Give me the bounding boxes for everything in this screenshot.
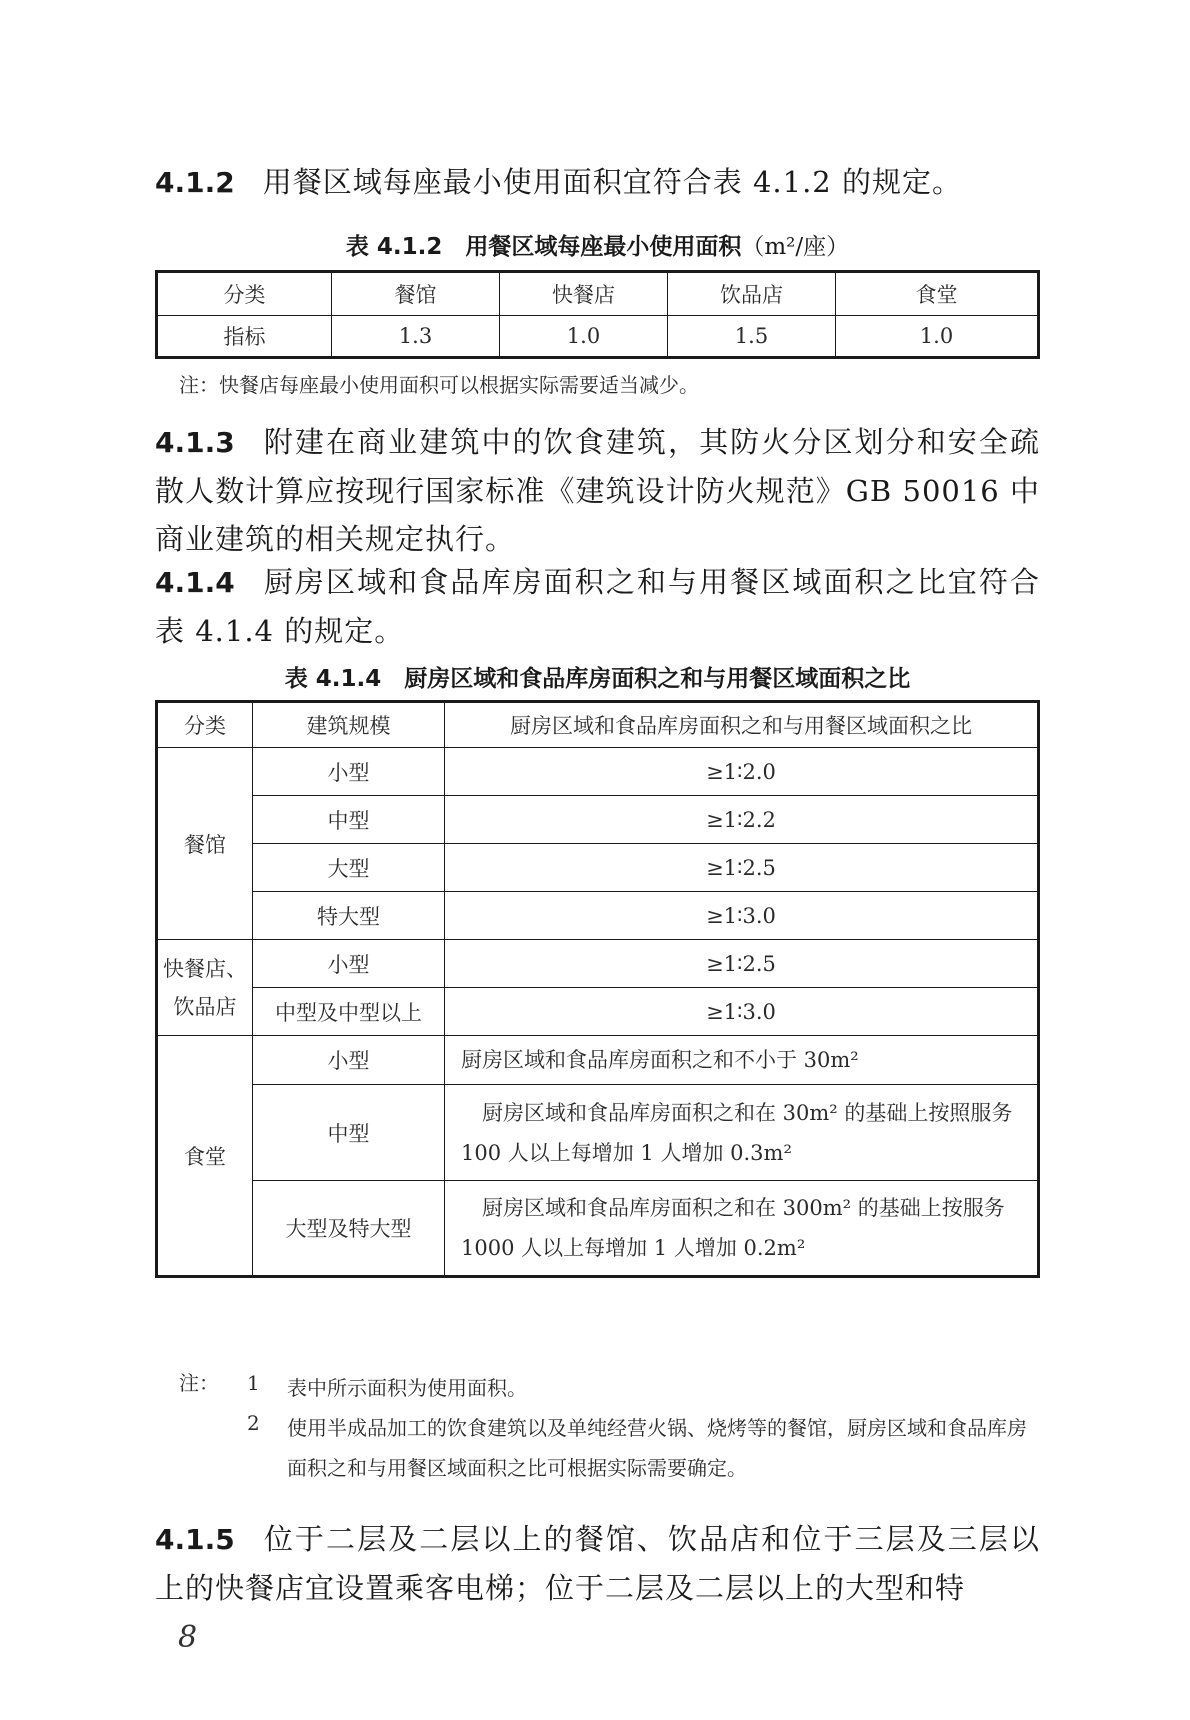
table-row (157, 316, 1039, 358)
value-cell: 1.0 (836, 316, 1039, 358)
note-index: 1 (247, 1371, 260, 1395)
scale-cell: 中型 (253, 796, 445, 844)
value-cell: 1.5 (668, 316, 836, 358)
header-cell: 食堂 (836, 272, 1039, 316)
header-cell: 建筑规模 (253, 702, 445, 748)
header-cell: 快餐店 (500, 272, 668, 316)
group-label-cell: 餐馆 (157, 748, 253, 940)
clause-4-1-2 (155, 158, 1040, 207)
table-row (157, 940, 1039, 988)
clause-4-1-3 (155, 418, 1040, 563)
ratio-cell: ≥1∶2.2 (445, 796, 1039, 844)
table-4-1-2 (155, 270, 1040, 359)
ratio-cell: ≥1∶3.0 (445, 988, 1039, 1036)
scale-cell: 中型及中型以上 (253, 988, 445, 1036)
header-cell: 餐馆 (332, 272, 500, 316)
header-cell: 厨房区域和食品库房面积之和与用餐区域面积之比 (445, 702, 1039, 748)
clause-text: 附建在商业建筑中的饮食建筑，其防火分区划分和安全疏散人数计算应按现行国家标准《建筑设计防火规范》GB 50016 中商业建筑的相关规定执行。 (155, 425, 1040, 556)
ratio-cell: 厨房区域和食品库房面积之和在 30m² 的基础上按照服务 100 人以上每增加 1 人增加 0.3m² (445, 1085, 1039, 1181)
ratio-cell: ≥1∶2.0 (445, 748, 1039, 796)
caption-text: 表 4.1.2 用餐区域每座最小使用面积 (345, 234, 742, 260)
clause-text: 位于二层及二层以上的餐馆、饮品店和位于三层及三层以上的快餐店宜设置乘客电梯；位于二层及二层以上的大型和特 (155, 1522, 1040, 1605)
clause-4-1-5 (155, 1515, 1040, 1612)
ratio-cell: ≥1∶3.0 (445, 892, 1039, 940)
ratio-cell: ≥1∶2.5 (445, 940, 1039, 988)
clause-number: 4.1.2 (155, 166, 235, 199)
page-number: 8 (178, 1620, 198, 1655)
note-index: 2 (247, 1411, 260, 1435)
clause-text: 用餐区域每座最小使用面积宜符合表 4.1.2 的规定。 (262, 165, 962, 199)
scale-cell: 小型 (253, 1036, 445, 1085)
value-cell: 1.0 (500, 316, 668, 358)
header-cell: 分类 (157, 272, 332, 316)
note-label: 注： (179, 1371, 219, 1395)
scale-cell: 中型 (253, 1085, 445, 1181)
clause-number: 4.1.3 (155, 426, 235, 459)
value-cell: 1.3 (332, 316, 500, 358)
row-label-cell: 指标 (157, 316, 332, 358)
table-4-1-4 (155, 700, 1040, 1278)
table-row (157, 748, 1039, 796)
group-label-cell: 快餐店、饮品店 (157, 940, 253, 1036)
table-row (157, 1085, 1039, 1181)
ratio-cell: ≥1∶2.5 (445, 844, 1039, 892)
clause-4-1-4 (155, 558, 1040, 655)
header-cell: 分类 (157, 702, 253, 748)
table-row (157, 844, 1039, 892)
table-row (157, 796, 1039, 844)
table-header-row (157, 702, 1039, 748)
clause-number: 4.1.4 (155, 566, 235, 599)
ratio-cell: 厨房区域和食品库房面积之和在 300m² 的基础上按服务 1000 人以上每增加 1 人增加 0.2m² (445, 1181, 1039, 1277)
table-header-row (157, 272, 1039, 316)
table-4-1-2-caption (155, 228, 1040, 261)
table-4-1-4-caption: 表 4.1.4 厨房区域和食品库房面积之和与用餐区域面积之比 (284, 666, 911, 692)
clause-text: 厨房区域和食品库房面积之和与用餐区域面积之比宜符合表 4.1.4 的规定。 (155, 565, 1040, 648)
group-label-cell: 食堂 (157, 1036, 253, 1277)
scale-cell: 大型 (253, 844, 445, 892)
table-row (157, 892, 1039, 940)
scale-cell: 小型 (253, 748, 445, 796)
note-text: 使用半成品加工的饮食建筑以及单纯经营火锅、烧烤等的餐馆，厨房区域和食品库房面积之和与用餐区域面积之比可根据实际需要确定。 (287, 1416, 1027, 1480)
note-text: 表中所示面积为使用面积。 (287, 1376, 527, 1400)
table-4-1-4-notes (179, 1368, 1040, 1488)
table-row (157, 1181, 1039, 1277)
note-item (179, 1408, 1040, 1488)
table-row (157, 1036, 1039, 1085)
ratio-cell: 厨房区域和食品库房面积之和不小于 30m² (445, 1036, 1039, 1085)
note-item (179, 1368, 1040, 1408)
table-4-1-2-note: 注：快餐店每座最小使用面积可以根据实际需要适当减少。 (179, 373, 699, 397)
header-cell: 饮品店 (668, 272, 836, 316)
scale-cell: 大型及特大型 (253, 1181, 445, 1277)
scale-cell: 特大型 (253, 892, 445, 940)
table-row (157, 988, 1039, 1036)
scale-cell: 小型 (253, 940, 445, 988)
caption-unit: （m²/座） (741, 234, 850, 260)
clause-number: 4.1.5 (155, 1523, 235, 1556)
